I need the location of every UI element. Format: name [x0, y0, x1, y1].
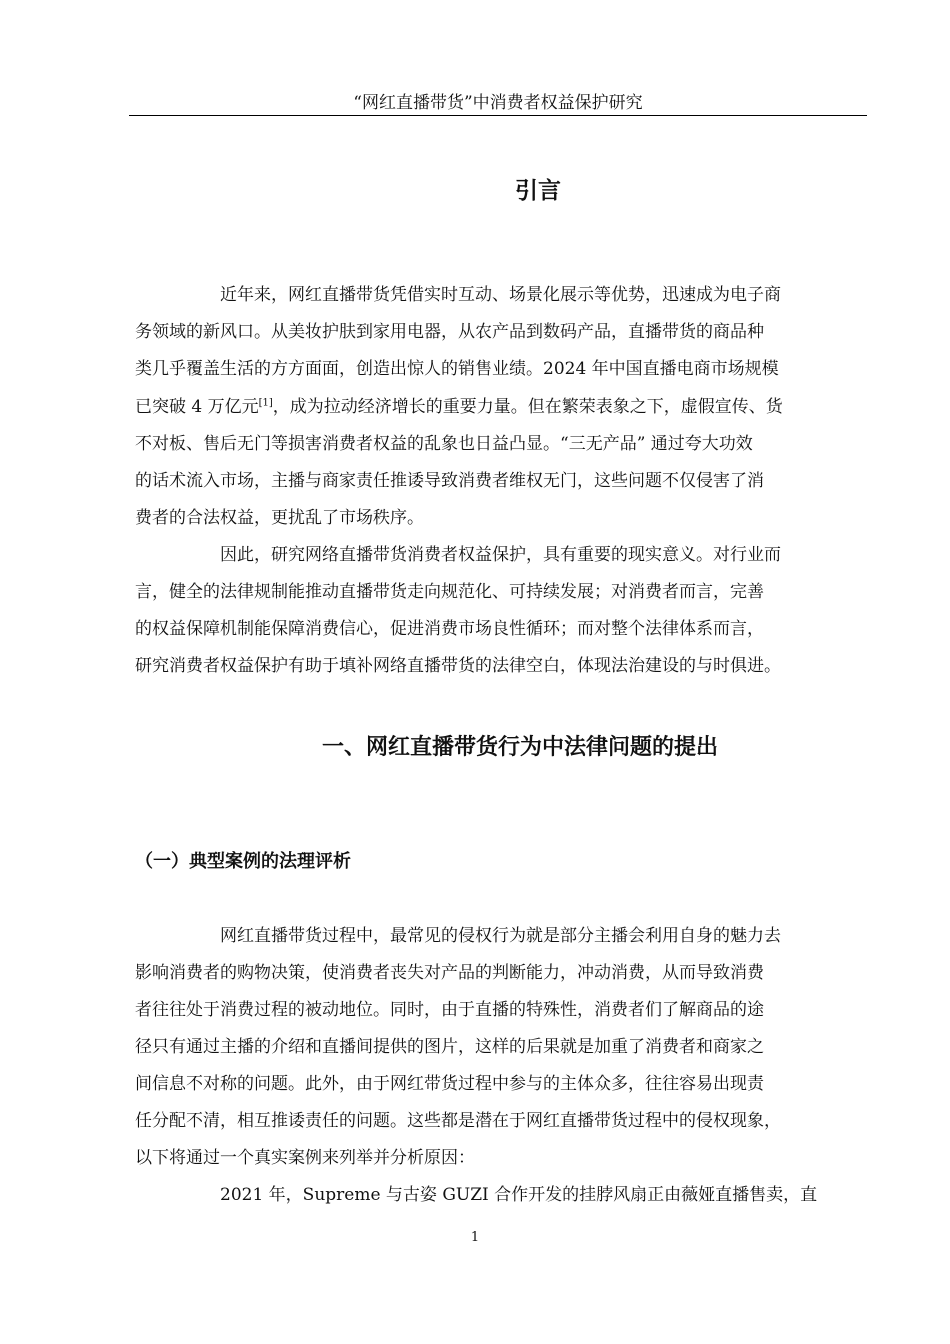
section-p1-line: 影响消费者的购物决策，使消费者丧失对产品的判断能力，冲动消费，从而导致消费 — [135, 963, 764, 983]
intro-heading: 引言 — [515, 178, 561, 204]
section-p1-line: 间信息不对称的问题。此外，由于网红带货过程中参与的主体众多，往往容易出现责 — [135, 1074, 764, 1094]
intro-p1-text: ，成为拉动经济增长的重要力量。但在繁荣表象之下，虚假宣传、货 — [272, 397, 783, 417]
intro-p1-line: 费者的合法权益，更扰乱了市场秩序。 — [135, 508, 424, 528]
intro-p2-line: 因此，研究网络直播带货消费者权益保护，具有重要的现实意义。对行业而 — [220, 545, 781, 565]
footnote-ref[interactable]: [1] — [258, 397, 273, 409]
intro-p1-line: 务领域的新风口。从美妆护肤到家用电器，从农产品到数码产品，直播带货的商品种 — [135, 322, 764, 342]
section-p1-line: 以下将通过一个真实案例来列举并分析原因： — [135, 1148, 475, 1168]
intro-p2-line: 研究消费者权益保护有助于填补网络直播带货的法律空白，体现法治建设的与时俱进。 — [135, 656, 781, 676]
intro-p2-line: 言，健全的法律规制能推动直播带货走向规范化、可持续发展；对消费者而言，完善 — [135, 582, 764, 602]
section-p1-line: 径只有通过主播的介绍和直播间提供的图片，这样的后果就是加重了消费者和商家之 — [135, 1037, 764, 1057]
intro-p1-line: 类几乎覆盖生活的方方面面，创造出惊人的销售业绩。2024 年中国直播电商市场规模 — [135, 359, 779, 379]
page-number: 1 — [470, 1230, 480, 1245]
section-heading: （一）典型案例的法理评析 — [135, 851, 351, 872]
section-p1-line: 网红直播带货过程中，最常见的侵权行为就是部分主播会利用自身的魅力去 — [220, 926, 781, 946]
intro-p1-line: 近年来，网红直播带货凭借实时互动、场景化展示等优势，迅速成为电子商 — [220, 285, 781, 305]
intro-p2-line: 的权益保障机制能保障消费信心，促进消费市场良性循环；而对整个法律体系而言， — [135, 619, 764, 639]
chapter-heading: 一、网红直播带货行为中法律问题的提出 — [322, 735, 719, 760]
section-p1-line: 任分配不清，相互推诿责任的问题。这些都是潜在于网红直播带货过程中的侵权现象， — [135, 1111, 781, 1131]
section-p2-line: 2021 年，Supreme 与古姿 GUZI 合作开发的挂脖风扇正由薇娅直播售卖，直 — [220, 1185, 818, 1205]
intro-p1-line: 的话术流入市场，主播与商家责任推诿导致消费者维权无门，这些问题不仅侵害了消 — [135, 471, 764, 491]
header-rule — [129, 115, 867, 116]
intro-p1-text: 已突破 4 万亿元 — [135, 397, 259, 417]
intro-p1-line — [135, 396, 860, 418]
section-p1-line: 者往往处于消费过程的被动地位。同时，由于直播的特殊性，消费者们了解商品的途 — [135, 1000, 764, 1020]
running-header-title: “网红直播带货”中消费者权益保护研究 — [353, 93, 643, 113]
intro-p1-line: 不对板、售后无门等损害消费者权益的乱象也日益凸显。“三无产品” 通过夸大功效 — [135, 434, 753, 454]
